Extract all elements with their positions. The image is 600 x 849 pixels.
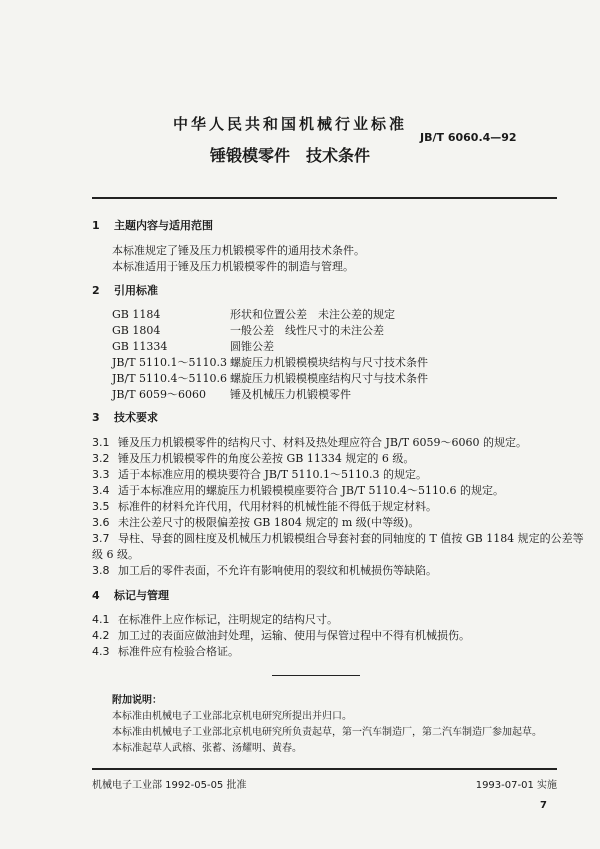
clause [92,516,419,530]
clause-number: 3.5 [92,500,110,513]
paragraph: 本标准规定了锤及压力机锻模零件的通用技术条件。 [112,244,365,257]
clause-text: 在标准件上应作标记，注明规定的结构尺寸。 [118,613,338,626]
clause-number: 3.1 [92,436,110,449]
ref-title: 一般公差 线性尺寸的未注公差 [230,324,384,337]
org-title: 中华人民共和国机械行业标准 [172,115,407,133]
ref-code: JB/T 6059～6060 [112,388,207,401]
clause-number: 4.2 [92,629,110,642]
ref-code: GB 11334 [112,340,168,353]
section-title: 技术要求 [114,411,158,424]
clause [92,629,470,643]
ref-code: JB/T 5110.4～5110.6 [112,372,228,385]
clause-text: 适于本标准应用的螺旋压力机锻模模座要符合 JB/T 5110.4～5110.6 的规定。 [118,484,505,497]
clause-text: 导柱、导套的圆柱度及机械压力机锻模组合导套衬套的同轴度的 T 值按 GB 1184 规定的公差等 [118,532,584,545]
clause-text: 锤及压力机锻模零件的角度公差按 GB 11334 规定的 6 级。 [118,452,415,465]
section-3-heading [92,411,158,425]
clause-number: 3.3 [92,468,110,481]
clause [92,564,437,578]
clause [92,468,427,482]
ref-code: GB 1804 [112,324,161,337]
notes-title: 附加说明： [112,695,162,706]
doc-title: 锤锻模零件 技术条件 [209,146,370,165]
section-number: 1 [92,219,100,232]
ref-title: 螺旋压力机锻模模块结构与尺寸技术条件 [230,356,428,369]
clause-text: 锤及压力机锻模零件的结构尺寸、材料及热处理应符合 JB/T 6059～6060 的规定。 [118,436,528,449]
approval-date: 机械电子工业部 1992-05-05 批准 [92,780,247,791]
header-rule [92,197,557,199]
ref-title: 圆锥公差 [230,340,274,353]
clause [92,645,239,659]
clause [92,484,504,498]
section-4-heading [92,589,169,603]
clause [92,532,584,546]
notes-line: 本标准由机械电子工业部北京机电研究所提出并归口。 [112,711,352,722]
clause-text: 加工后的零件表面，不允许有影响使用的裂纹和机械损伤等缺陷。 [118,564,437,577]
clause-number: 3.4 [92,484,110,497]
standard-code: JB/T 6060.4—92 [420,131,517,144]
section-title: 标记与管理 [114,589,169,602]
section-title: 主题内容与适用范围 [114,219,213,232]
clause-text: 标准件的材料允许代用，代用材料的机械性能不得低于规定材料。 [118,500,437,513]
section-title: 引用标准 [114,284,158,297]
clause-continuation: 级 6 级。 [92,548,139,561]
clause-number: 3.8 [92,564,110,577]
clause-number: 3.7 [92,532,110,545]
clause-text: 标准件应有检验合格证。 [118,645,239,658]
clause-text: 未注公差尺寸的极限偏差按 GB 1804 规定的 m 级(中等级)。 [118,516,420,529]
section-end-rule [272,675,360,676]
notes-line: 本标准由机械电子工业部北京机电研究所负责起草，第一汽车制造厂，第二汽车制造厂参加起草。 [112,727,542,738]
clause-number: 3.6 [92,516,110,529]
section-number: 4 [92,589,100,602]
clause-number: 4.3 [92,645,110,658]
clause [92,500,437,514]
clause [92,613,338,627]
clause-number: 3.2 [92,452,110,465]
effective-date: 1993-07-01 实施 [475,780,557,791]
ref-title: 形状和位置公差 未注公差的规定 [230,308,395,321]
page-number: 7 [540,800,547,811]
section-number: 2 [92,284,100,297]
clause [92,452,414,466]
ref-title: 螺旋压力机锻模模座结构尺寸与技术条件 [230,372,428,385]
clause-text: 加工过的表面应做油封处理，运输、使用与保管过程中不得有机械损伤。 [118,629,470,642]
clause [92,436,527,450]
section-number: 3 [92,411,100,424]
ref-code: GB 1184 [112,308,161,321]
clause-number: 4.1 [92,613,110,626]
footer-rule [92,768,557,770]
ref-code: JB/T 5110.1～5110.3 [112,356,228,369]
ref-title: 锤及机械压力机锻模零件 [230,388,351,401]
clause-text: 适于本标准应用的模块要符合 JB/T 5110.1～5110.3 的规定。 [118,468,428,481]
notes-line: 本标准起草人武榕、张蓄、汤耀明、黄春。 [112,743,302,754]
paragraph: 本标准适用于锤及压力机锻模零件的制造与管理。 [112,260,354,273]
section-2-heading [92,284,158,298]
section-1-heading [92,219,213,233]
